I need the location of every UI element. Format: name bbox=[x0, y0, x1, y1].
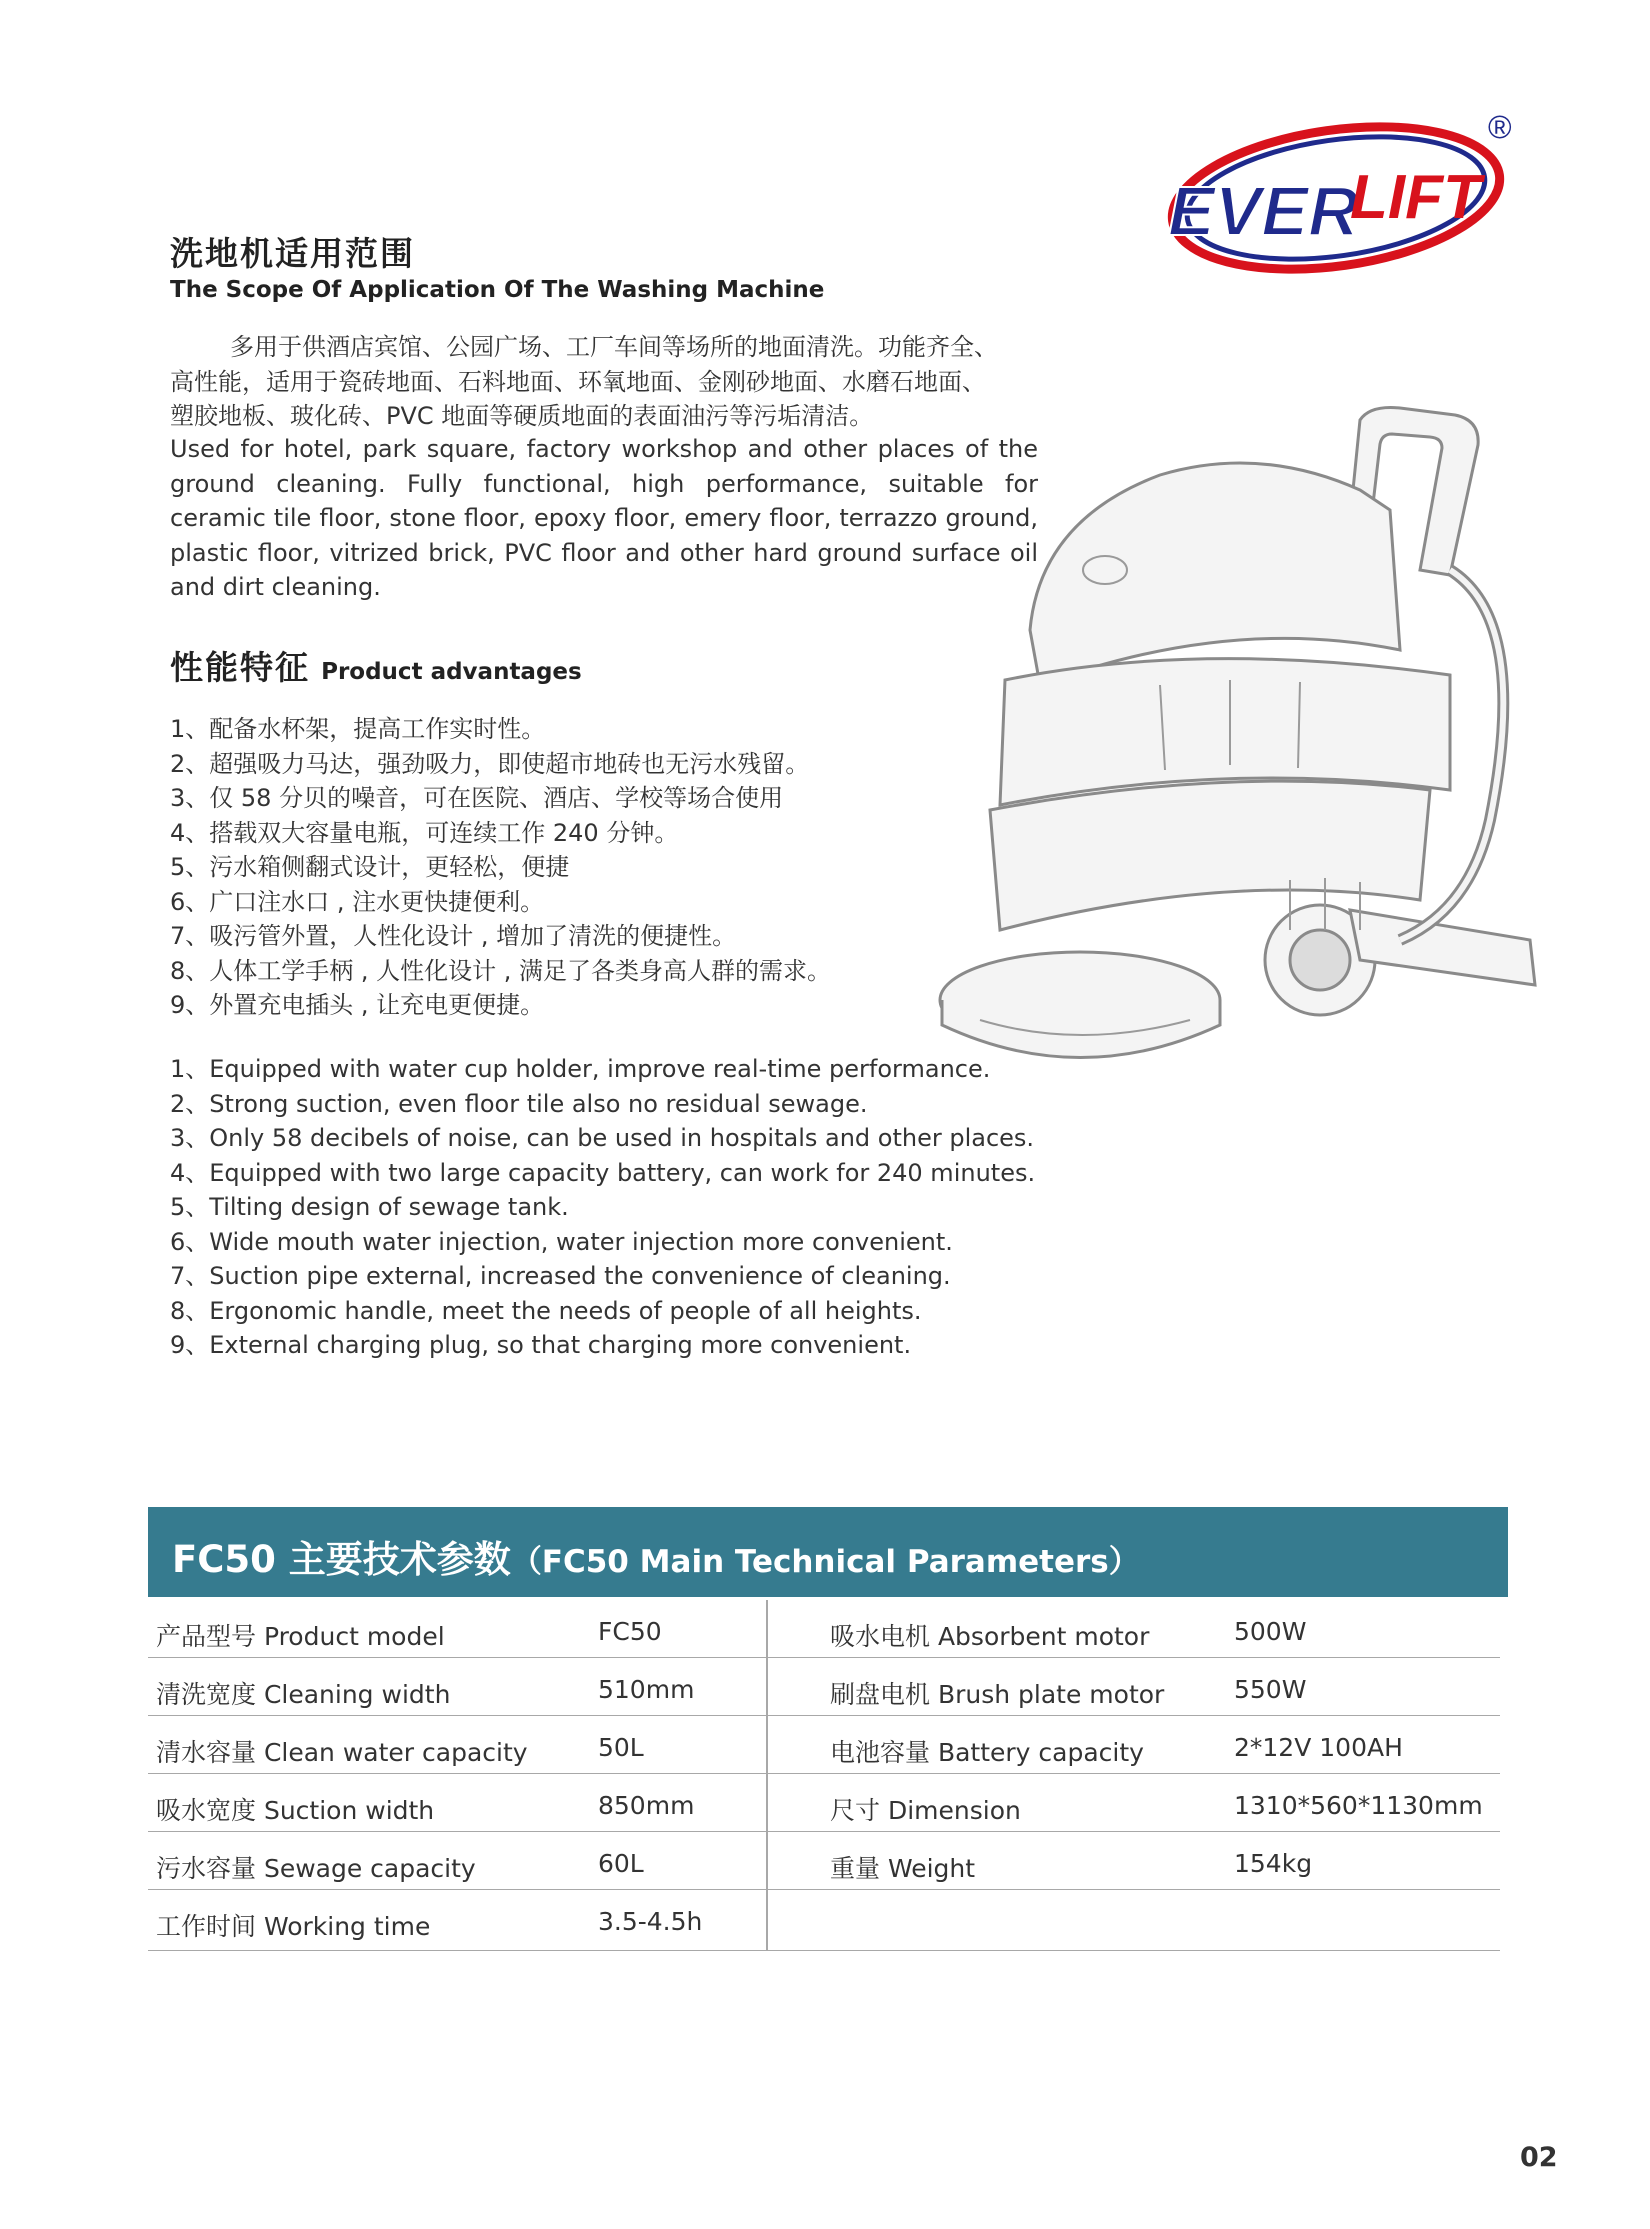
spec-row bbox=[148, 1890, 1500, 1951]
spec-row bbox=[148, 1658, 1500, 1716]
advantage-item-zh: 6、广口注水口 , 注水更快捷便利。 bbox=[170, 887, 545, 916]
spec-table bbox=[148, 1600, 1500, 1951]
everlift-logo bbox=[1158, 100, 1538, 280]
spec-label: 重量 Weight bbox=[830, 1854, 976, 1883]
page-number: 02 bbox=[1520, 2142, 1558, 2173]
scope-title-zh: 洗地机适用范围 bbox=[170, 234, 415, 273]
scope-line-zh: 多用于供酒店宾馆、公园广场、工厂车间等场所的地面清洗。功能齐全、 bbox=[230, 333, 998, 361]
spec-value: 1310*560*1130mm bbox=[1234, 1791, 1483, 1820]
spec-value: 3.5-4.5h bbox=[598, 1907, 703, 1936]
scope-line-zh: 塑胶地板、玻化砖、PVC 地面等硬质地面的表面油污等污垢清洁。 bbox=[170, 402, 874, 430]
advantage-item-en: 5、Tilting design of sewage tank. bbox=[170, 1193, 569, 1221]
column-divider bbox=[766, 1774, 768, 1831]
spec-value: 154kg bbox=[1234, 1849, 1313, 1878]
advantage-item-zh: 3、仅 58 分贝的噪音，可在医院、酒店、学校等场合使用 bbox=[170, 784, 784, 812]
spec-value: 2*12V 100AH bbox=[1234, 1733, 1403, 1762]
advantage-item-en: 1、Equipped with water cup holder, improve real-time performance. bbox=[170, 1055, 991, 1083]
scope-text-en: Used for hotel, park square, factory workshop and other places of the ground cleaning. Fully functional, high performance, suitable for ceramic tile floor, stone floor, epoxy floor, emery floor, terrazzo ground, plastic floor, vitrized brick, PVC floor and other hard ground surface oil and dirt cleaning. bbox=[170, 435, 1038, 601]
spec-row bbox=[148, 1832, 1500, 1890]
scope-line-zh: 高性能，适用于瓷砖地面、石料地面、环氧地面、金刚砂地面、水磨石地面、 bbox=[170, 367, 986, 396]
advantage-item-zh: 9、外置充电插头 , 让充电更便捷。 bbox=[170, 991, 545, 1019]
spec-label: 清水容量 Clean water capacity bbox=[156, 1738, 528, 1767]
spec-label: 产品型号 Product model bbox=[156, 1622, 445, 1651]
advantage-item-en: 3、Only 58 decibels of noise, can be used in hospitals and other places. bbox=[170, 1124, 1035, 1152]
floor-scrubber-illustration bbox=[930, 400, 1550, 1080]
spec-title-band bbox=[148, 1507, 1508, 1597]
spec-value: 50L bbox=[598, 1733, 644, 1762]
spec-value: FC50 bbox=[598, 1617, 662, 1646]
spec-label: 刷盘电机 Brush plate motor bbox=[830, 1680, 1165, 1709]
spec-value: 500W bbox=[1234, 1617, 1307, 1646]
advantage-item-zh: 5、污水箱侧翻式设计，更轻松，便捷 bbox=[170, 853, 570, 881]
spec-value: 550W bbox=[1234, 1675, 1307, 1704]
spec-label: 工作时间 Working time bbox=[156, 1912, 431, 1941]
advantage-item-zh: 7、吸污管外置，人性化设计 , 增加了清洗的便捷性。 bbox=[170, 922, 737, 950]
advantage-item-zh: 1、配备水杯架，提高工作实时性。 bbox=[170, 715, 546, 743]
column-divider bbox=[766, 1716, 768, 1773]
advantage-item-en: 7、Suction pipe external, increased the convenience of cleaning. bbox=[170, 1262, 951, 1290]
logo-text-lift: LIFT bbox=[1350, 163, 1481, 232]
advantage-item-en: 4、Equipped with two large capacity battery, can work for 240 minutes. bbox=[170, 1158, 1036, 1187]
advantages-title-zh: 性能特征 bbox=[170, 648, 310, 687]
advantage-item-en: 8、Ergonomic handle, meet the needs of people of all heights. bbox=[170, 1296, 922, 1325]
spec-label: 电池容量 Battery capacity bbox=[830, 1738, 1144, 1767]
spec-label: 污水容量 Sewage capacity bbox=[156, 1854, 476, 1883]
spec-row bbox=[148, 1600, 1500, 1658]
advantages-title-en: Product advantages bbox=[321, 659, 582, 685]
spec-value: 60L bbox=[598, 1849, 644, 1878]
advantage-item-en: 2、Strong suction, even floor tile also no residual sewage. bbox=[170, 1089, 868, 1118]
spec-value: 510mm bbox=[598, 1675, 695, 1704]
column-divider bbox=[766, 1832, 768, 1889]
scope-title-en: The Scope Of Application Of The Washing Machine bbox=[170, 277, 825, 303]
column-divider bbox=[766, 1658, 768, 1715]
advantage-item-zh: 8、人体工学手柄 , 人性化设计 , 满足了各类身高人群的需求。 bbox=[170, 956, 832, 985]
spec-label: 吸水宽度 Suction width bbox=[156, 1796, 435, 1825]
spec-label: 清洗宽度 Cleaning width bbox=[156, 1680, 451, 1709]
advantage-item-en: 6、Wide mouth water injection, water injection more convenient. bbox=[170, 1227, 953, 1256]
column-divider bbox=[766, 1600, 768, 1657]
advantages-list-en bbox=[170, 1052, 1035, 1363]
advantages-list-zh bbox=[170, 712, 831, 1023]
spec-title-zh: FC50 主要技术参数 bbox=[172, 1538, 511, 1581]
advantages-heading bbox=[170, 642, 582, 689]
advantage-item-zh: 2、超强吸力马达，强劲吸力，即使超市地砖也无污水残留。 bbox=[170, 749, 810, 778]
spec-row bbox=[148, 1716, 1500, 1774]
logo-text-ever: EVER bbox=[1168, 172, 1359, 250]
advantage-item-en: 9、External charging plug, so that charging more convenient. bbox=[170, 1331, 912, 1359]
spec-title-en: （FC50 Main Technical Parameters） bbox=[510, 1544, 1140, 1580]
spec-label: 尺寸 Dimension bbox=[830, 1796, 1021, 1825]
spec-row bbox=[148, 1774, 1500, 1832]
spec-value: 850mm bbox=[598, 1791, 695, 1820]
advantage-item-zh: 4、搭载双大容量电瓶，可连续工作 240 分钟。 bbox=[170, 818, 679, 847]
column-divider bbox=[766, 1890, 768, 1950]
registered-mark: ® bbox=[1488, 109, 1512, 145]
spec-title bbox=[172, 1529, 1140, 1583]
spec-label: 吸水电机 Absorbent motor bbox=[830, 1622, 1150, 1651]
